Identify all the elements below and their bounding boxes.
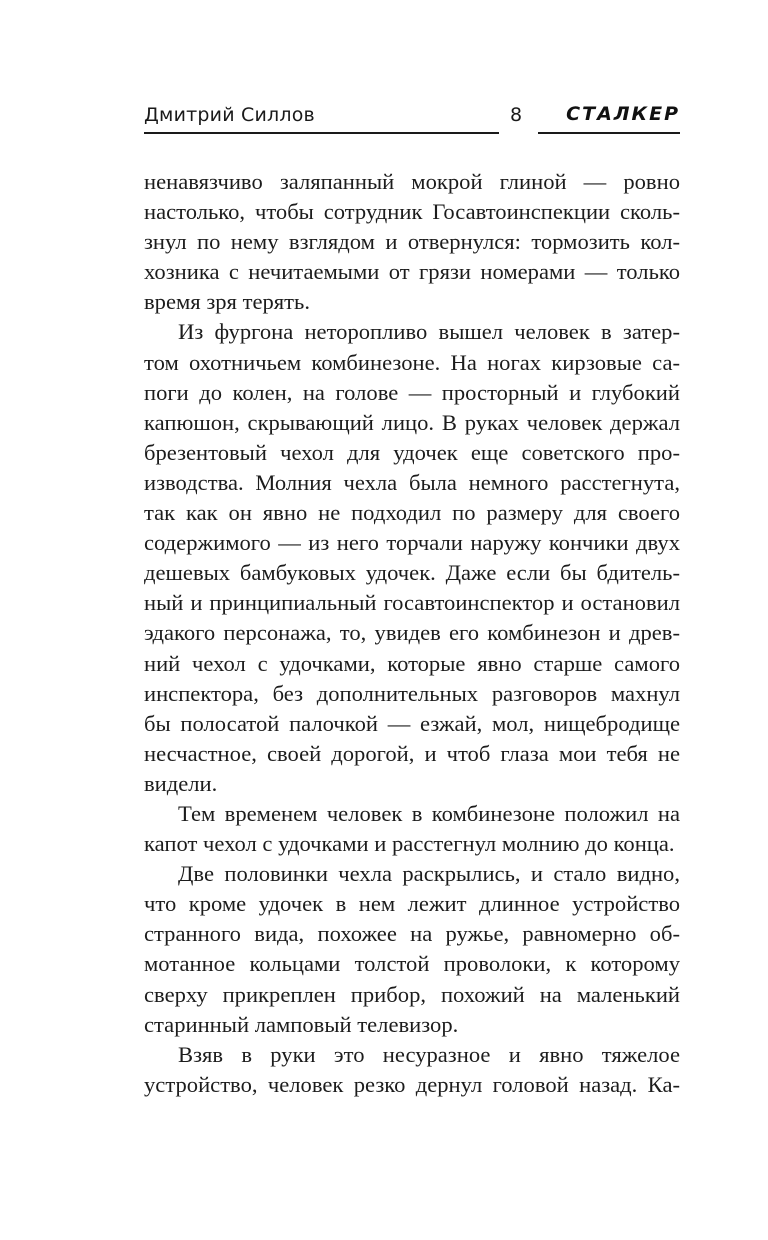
text-line: устройство, человек резко дернул головой назад. Ка- — [144, 1071, 680, 1097]
text-line: старинный ламповый телевизор. — [144, 1011, 459, 1037]
text-line: видели. — [144, 770, 218, 796]
text-line: мотанное кольцами толстой проволоки, к которому — [144, 951, 680, 977]
text-line: эдакого персонажа, то, увидев его комбинезон и древ- — [144, 620, 680, 646]
page-number: 8 — [510, 104, 523, 126]
text-line: инспектора, без дополнительных разговоров махнул — [144, 680, 680, 706]
header-series-title: СТАЛКЕР — [566, 103, 680, 125]
running-header — [142, 100, 682, 136]
text-line: так как он явно не подходил по размеру для своего — [144, 500, 680, 526]
text-line: ный и принципиальный госавтоинспектор и остановил — [144, 590, 680, 616]
text-line: изводства. Молния чехла была немного расстегнута, — [144, 469, 680, 495]
paragraph — [144, 1040, 680, 1100]
text-line: настолько, чтобы сотрудник Госавтоинспекции сколь- — [144, 199, 680, 225]
text-line: Из фургона неторопливо вышел человек в затер- — [178, 319, 680, 345]
paragraph — [144, 317, 680, 799]
text-line: содержимого — из него торчали наружу кончики двух — [144, 530, 680, 556]
header-rule-left — [144, 132, 499, 134]
body-text — [144, 167, 680, 1100]
text-line: время зря терять. — [144, 289, 311, 315]
text-line: Две половинки чехла раскрылись, и стало видно, — [178, 861, 680, 887]
text-line: дешевых бамбуковых удочек. Даже если бы бдитель- — [144, 560, 680, 586]
text-line: Тем временем человек в комбинезоне положил на — [178, 800, 680, 826]
text-line: капюшон, скрывающий лицо. В руках человек держал — [144, 409, 680, 435]
text-line: ненавязчиво заляпанный мокрой глиной — ровно — [144, 169, 680, 194]
text-line: капот чехол с удочками и расстегнул молнию до конца. — [144, 831, 675, 857]
text-line: знул по нему взглядом и отвернулся: тормозить кол- — [144, 229, 680, 255]
header-author: Дмитрий Силлов — [144, 104, 315, 126]
text-line: поги до колен, на голове — просторный и глубокий — [144, 379, 680, 405]
text-line: ний чехол с удочками, которые явно старше самого — [144, 650, 680, 676]
paragraph — [144, 167, 680, 317]
text-line: несчастное, своей дорогой, и чтоб глаза мои тебя не — [144, 740, 680, 766]
text-line: брезентовый чехол для удочек еще советского про- — [144, 439, 680, 465]
text-line: Взяв в руки это несуразное и явно тяжелое — [178, 1041, 680, 1067]
paragraph — [144, 799, 680, 859]
text-line: бы полосатой палочкой — езжай, мол, нищебродище — [144, 710, 680, 736]
text-line: сверху прикреплен прибор, похожий на маленький — [144, 981, 680, 1007]
text-line: том охотничьем комбинезоне. На ногах кирзовые са- — [144, 349, 680, 375]
text-line: хозника с нечитаемыми от грязи номерами — только — [144, 259, 680, 285]
text-line: странного вида, похожее на ружье, равномерно об- — [144, 921, 680, 947]
text-line: что кроме удочек в нем лежит длинное устройство — [144, 891, 680, 917]
header-rule-right — [538, 132, 680, 134]
paragraph — [144, 859, 680, 1040]
